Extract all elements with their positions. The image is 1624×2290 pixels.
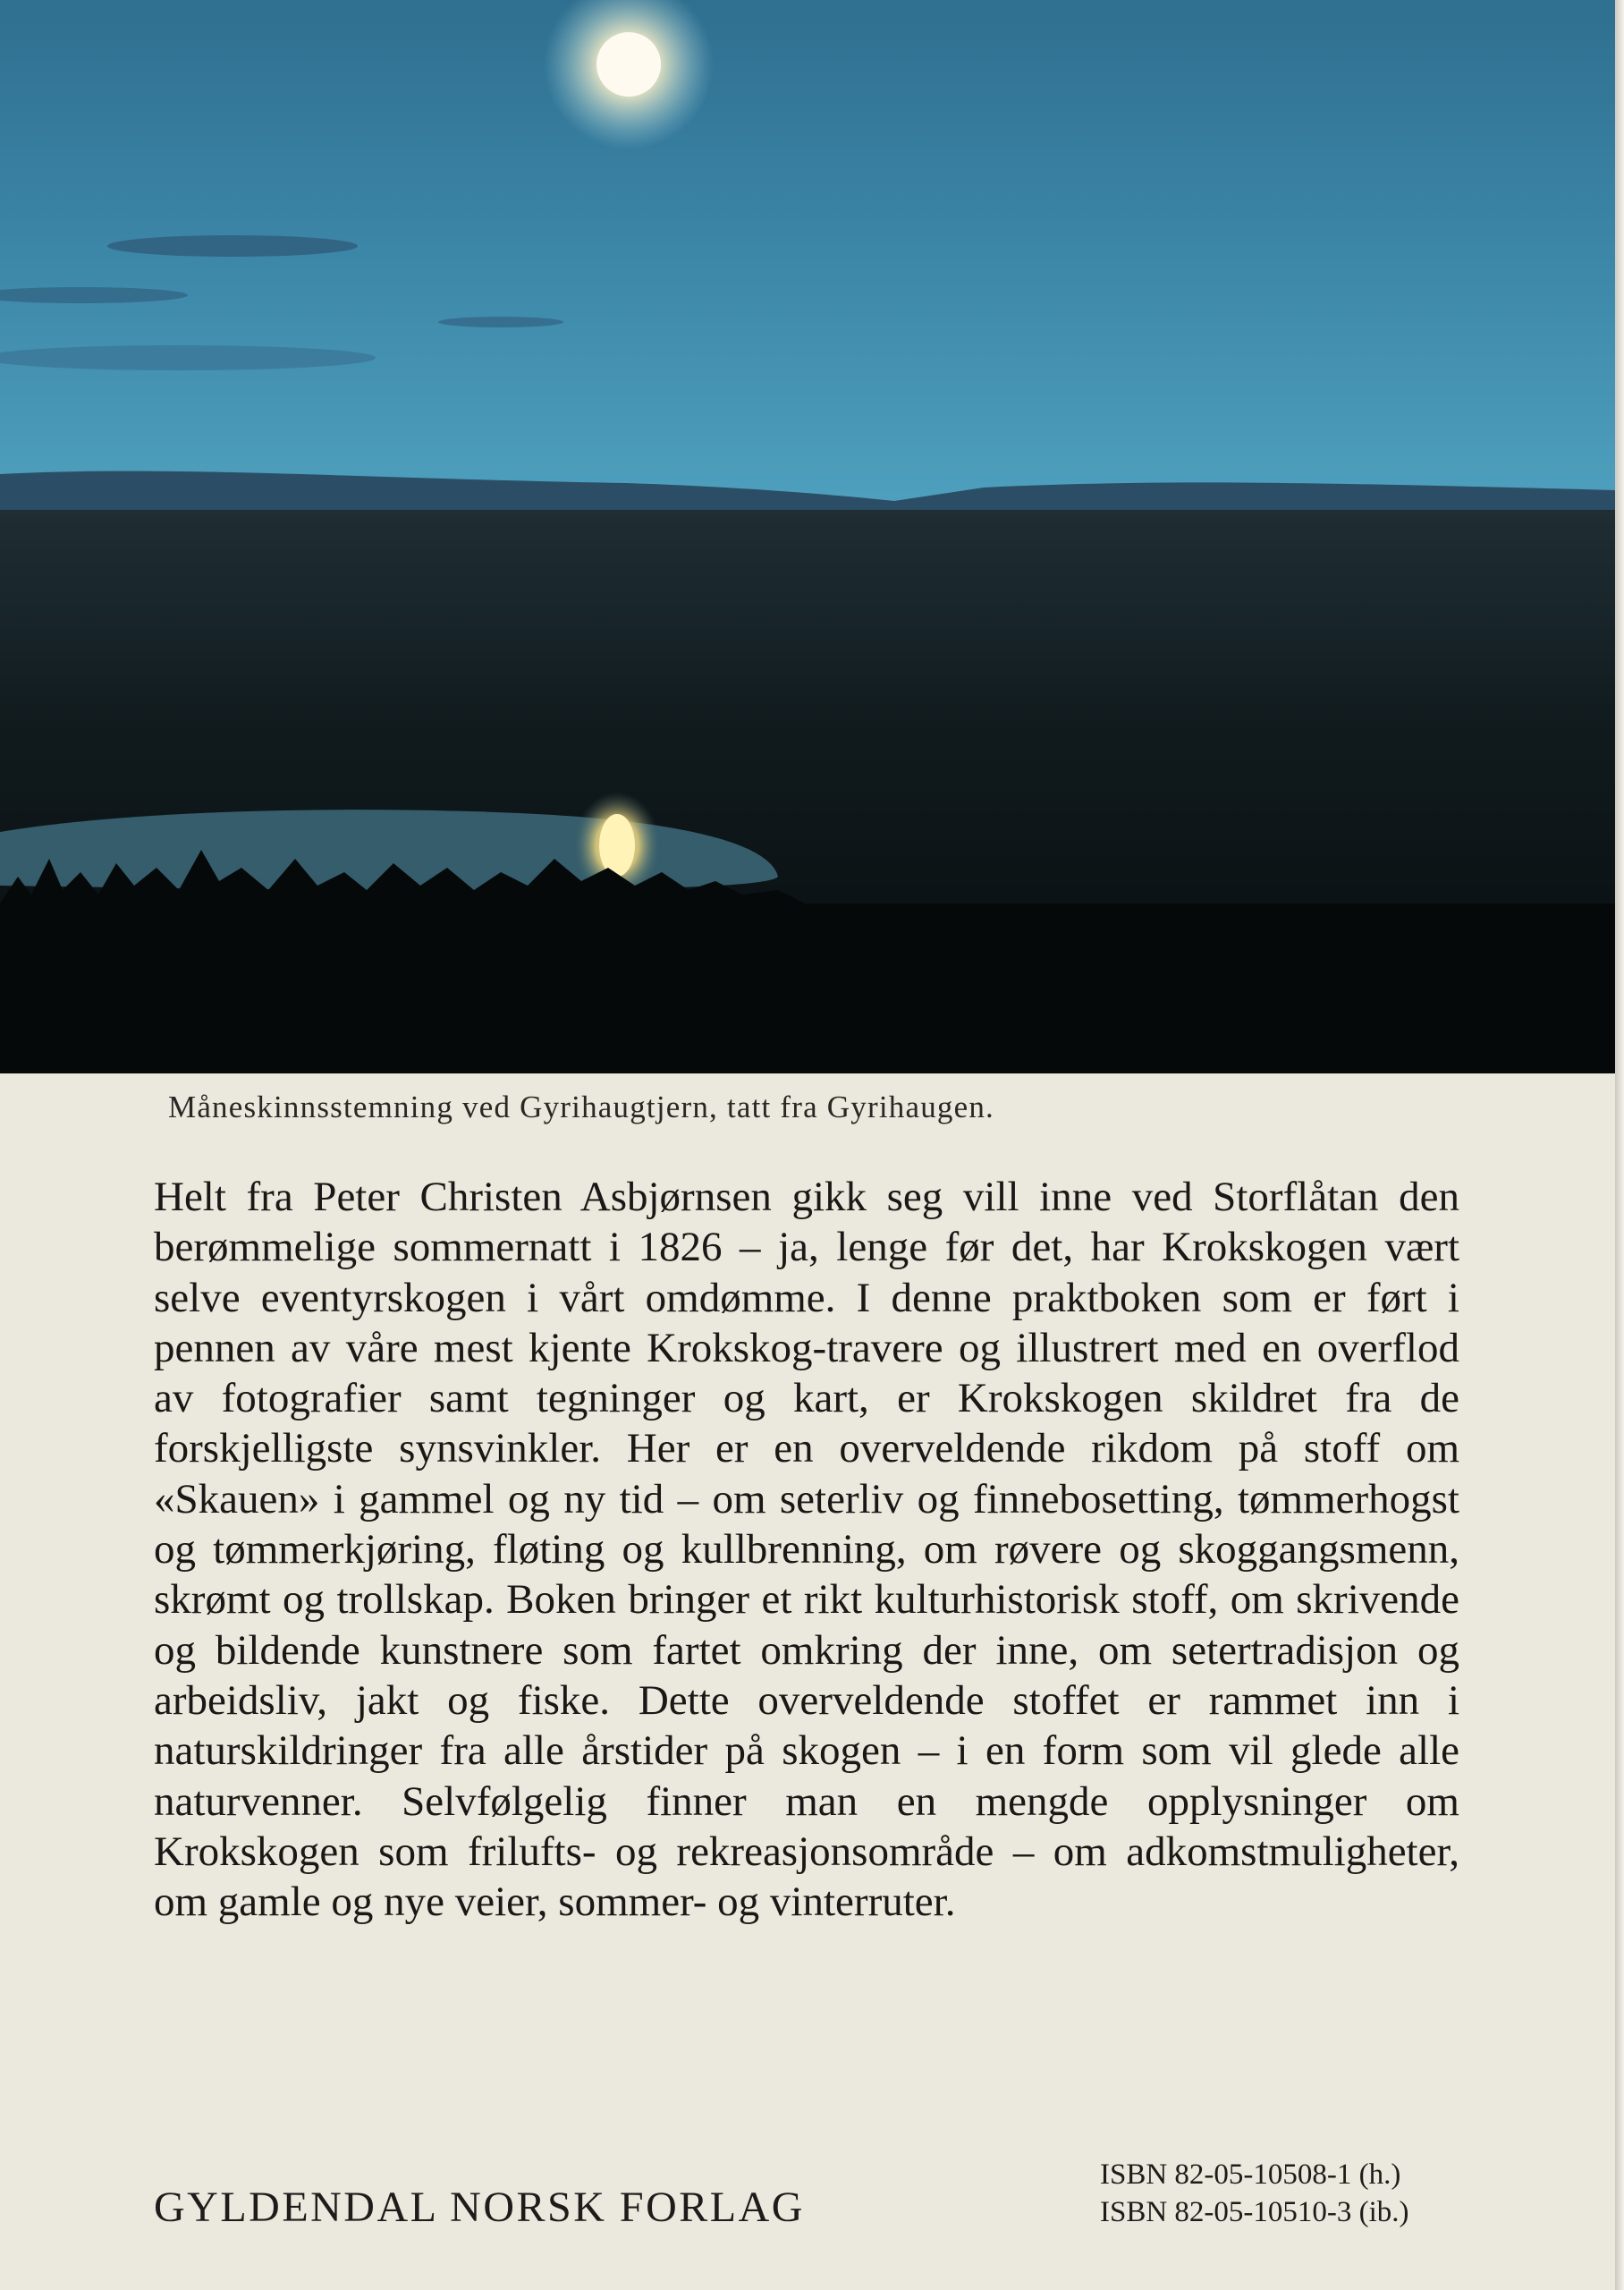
cloud [107, 235, 358, 257]
isbn-hardcover: ISBN 82-05-10508-1 (h.) [1100, 2159, 1401, 2191]
cover-photo [0, 0, 1615, 1073]
moonlit-landscape-image [0, 0, 1615, 1073]
isbn-block [1100, 2156, 1409, 2231]
page-edge [1615, 0, 1624, 2290]
book-description: Helt fra Peter Christen Asbjørnsen gikk seg vill inne ved Storflåtan den berømmelige sommernatt i 1826 – ja, lenge før det, har Krokskogen vært selve eventyrskogen i vårt omdømme. I denne praktboken som er ført i pennen av våre mest kjente Krokskog-travere og illustrert med en overflod av fotografier samt tegninger og kart, er Krokskogen skildret fra de forskjelligste synsvinkler. Her er en overveldende rikdom på stoff om «Skauen» i gammel og ny tid – om seterliv og finnebosetting, tømmerhogst og tømmerkjøring, fløting og kullbrenning, om røvere og skoggangsmenn, skrømt og trollskap. Boken bringer et rikt kulturhistorisk stoff, om skrivende og bildende kunstnere som fartet omkring der inne, om setertradisjon og arbeidsliv, jakt og fiske. Dette overveldende stoffet er rammet inn i naturskildringer fra alle årstider på skogen – i en form som vil glede alle naturvenner. Selvfølgelig finner man en mengde opplysninger om Krokskogen som frilufts- og rekreasjonsområde – om adkomstmuligheter, om gamle og nye veier, sommer- og vinterruter. [154, 1174, 1459, 1926]
moon-reflection-core [599, 814, 635, 877]
isbn-bound: ISBN 82-05-10510-3 (ib.) [1100, 2196, 1409, 2228]
publisher-name: GYLDENDAL NORSK FORLAG [154, 2184, 805, 2231]
moon [596, 32, 661, 97]
photo-caption: Måneskinnsstemning ved Gyrihaugtjern, tatt fra Gyrihaugen. [168, 1090, 994, 1124]
cloud [438, 317, 563, 327]
cloud [0, 345, 376, 370]
